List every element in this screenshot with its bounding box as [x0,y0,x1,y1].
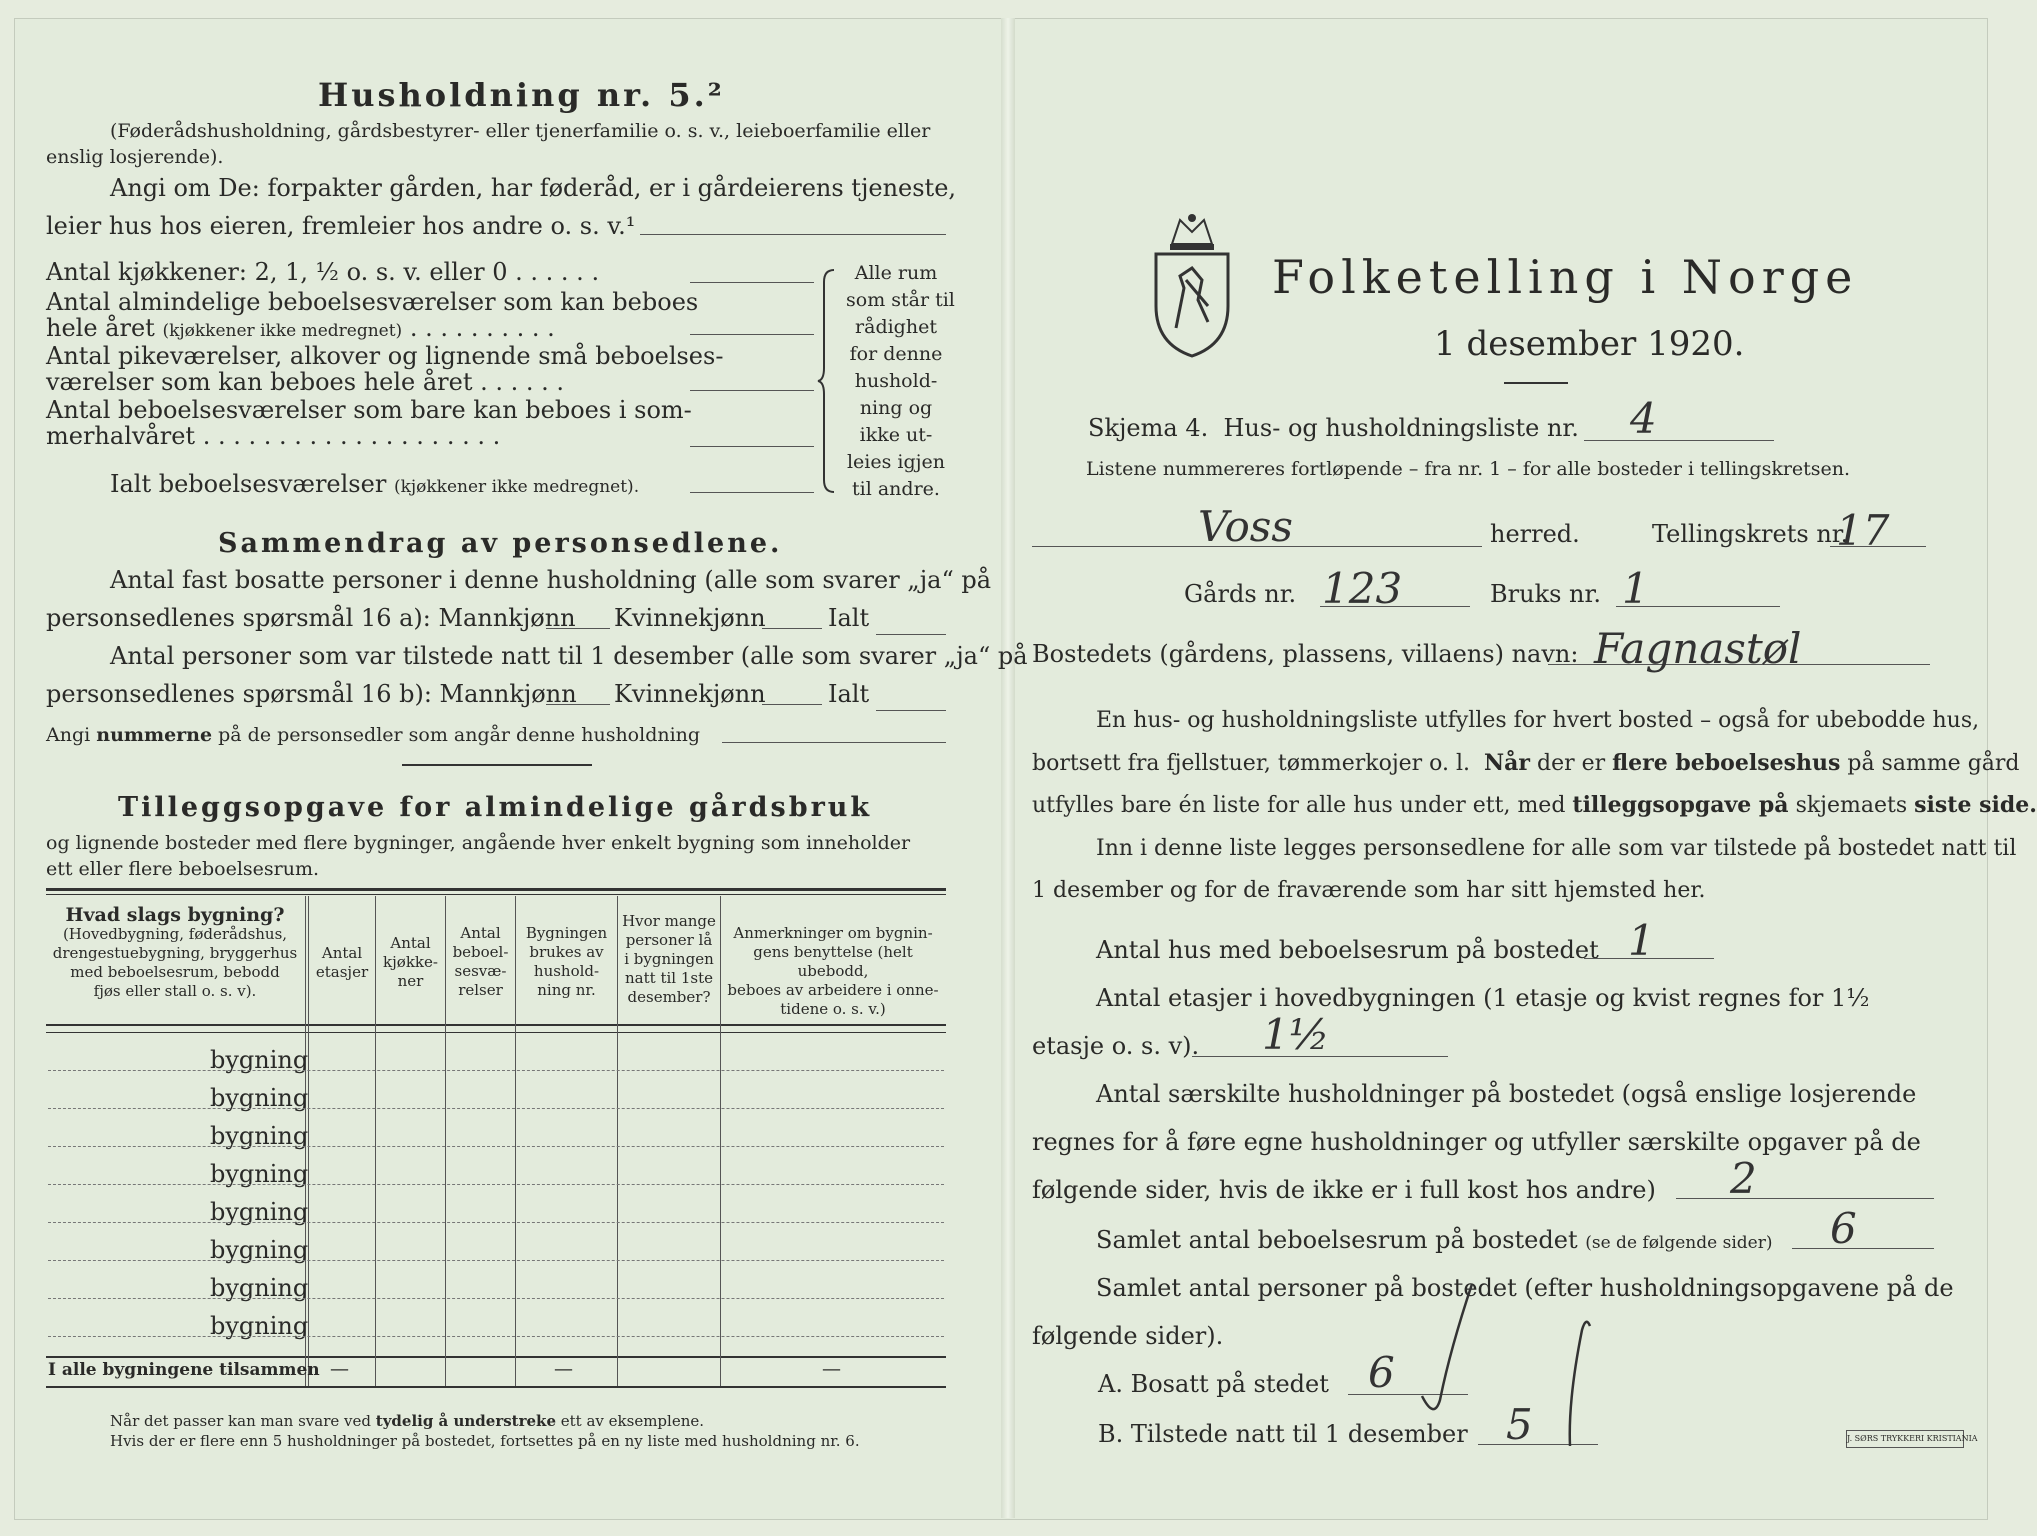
samlet-rum-field[interactable] [1792,1248,1934,1249]
row-line[interactable] [48,1146,944,1147]
tillegg-line1: og lignende bosteder med flere bygninger, angående hver enkelt bygning som inneholder [46,832,911,854]
total-rooms-answer[interactable] [690,492,814,493]
total-etasjer-dash: — [330,1358,349,1380]
summary-p1-line1: Antal fast bosatte personer i denne husholdning (alle som svarer „ja“ på [110,566,992,594]
title-divider [1504,382,1568,384]
info2-line1: Inn i denne liste legges personsedlene for alle som var tilstede på bostedet natt til [1096,836,2017,861]
angi-line1: Angi om De: forpakter gården, har føderåd, er i gårdeierens tjeneste, [110,174,957,202]
listene-note: Listene nummereres fortløpende – fra nr. 1 – for alle bosteder i tellingskretsen. [1086,458,1851,480]
table-row: bygning [210,1274,309,1302]
husholdninger-line2: regnes for å føre egne husholdninger og utfyller særskilte opgaver på de [1032,1128,1921,1156]
row-line[interactable] [48,1070,944,1071]
household-note-line1: (Føderådshusholdning, gårdsbestyrer- eller tjenerfamilie o. s. v., leieboerfamilie eller [110,120,931,142]
table-row: bygning [210,1312,309,1340]
summary-p1-line2-a: personsedlenes spørsmål 16 a): Mannkjønn [46,604,576,632]
bruks-label: Bruks nr. [1490,580,1601,608]
household-title: Husholdning nr. 5.² [318,76,725,114]
table-header-rule [46,1024,946,1026]
angi-nummer-label: Angi nummerne på de personsedler som angår denne husholdning [46,724,701,746]
table-top-rule [46,888,946,891]
row-line[interactable] [48,1298,944,1299]
table-bottom-rule [46,1386,946,1388]
gards-value: 123 [1322,564,1403,613]
maid-rooms-line1: Antal pikeværelser, alkover og lignende små beboelses- [46,342,724,370]
angi-line2: leier hus hos eieren, fremleier hos andre o. s. v.¹ [46,212,636,240]
table-header-rule-thin [46,1032,946,1033]
bosted-label: Bostedets (gårdens, plassens, villaens) navn: [1032,640,1579,668]
husholdninger-value: 2 [1730,1154,1757,1203]
census-title: Folketelling i Norge [1272,250,1859,304]
summary-p2-line1: Antal personer som var tilstede natt til 1 desember (alle som svarer „ja“ på [110,642,1028,670]
info2-line2: 1 desember og for de fraværende som har sitt hjemsted her. [1032,878,1706,903]
kitchens-label: Antal kjøkkener: 2, 1, ½ o. s. v. eller 0 . . . . . . [46,258,600,286]
col-divider [515,896,516,1386]
husholdninger-line3: følgende sider, hvis de ikke er i full kost hos andre) [1032,1176,1656,1204]
p2-mann-field[interactable] [546,704,610,705]
household-note-line2: enslig losjerende). [46,146,224,168]
p2-ialt-field[interactable] [876,710,946,711]
col-head-brukes: Bygningen brukes av hushold- ning nr. [525,924,608,999]
col-head-personer: Hvor mange personer lå i bygningen natt til 1ste desember? [622,912,716,1006]
col-divider [445,896,446,1386]
bosatt-label: A. Bosatt på stedet [1098,1370,1329,1398]
total-brukes-dash: — [554,1358,573,1380]
etasjer-line1: Antal etasjer i hovedbygningen (1 etasje og kvist regnes for 1½ [1096,984,1870,1012]
table-row: bygning [210,1160,309,1188]
krets-value: 17 [1836,506,1890,555]
table-row: bygning [210,1198,309,1226]
skjema-field[interactable] [1584,440,1774,441]
handwritten-checkmarks [1420,1280,1600,1460]
summer-rooms-line1: Antal beboelsesværelser som bare kan beboes i som- [46,396,692,424]
section-divider [402,764,592,766]
samlet-rum-value: 6 [1830,1204,1857,1253]
table-row: bygning [210,1084,309,1112]
info1-line2: bortsett fra fjellstuer, tømmerkojer o. l. Når der er flere beboelseshus på samme gård [1032,750,2020,776]
tillegg-line2: ett eller flere beboelsesrum. [46,858,320,880]
census-date: 1 desember 1920. [1434,324,1745,364]
skjema-label: Skjema 4. Hus- og husholdningsliste nr. [1088,414,1579,442]
summer-rooms-line2: merhalvåret . . . . . . . . . . . . . . . . . . . . [46,422,501,450]
col-head-kjokkener: Antal kjøkke- ner [383,934,438,990]
p1-kvinne-field[interactable] [762,628,822,629]
brace-note: Alle rum som står til rådighet for denne hushold- ning og ikke ut- leies igjen til andre. [846,262,955,500]
p2-kvinne-field[interactable] [762,704,822,705]
p1-ialt-field[interactable] [876,634,946,635]
col-head-beboelse: Antal beboel- sesvæ- relser [452,924,509,999]
row-line[interactable] [48,1336,944,1337]
row-line[interactable] [48,1108,944,1109]
page-fold [1001,18,1015,1518]
summary-p1-line2-c: Ialt [828,604,870,632]
etasjer-value: 1½ [1262,1010,1330,1059]
tillegg-title: Tilleggsopgave for almindelige gårdsbruk [118,792,873,823]
row-line[interactable] [48,1184,944,1185]
samlet-personer-line1: Samlet antal personer på bostedet (efter husholdningsopgavene på de [1096,1274,1954,1302]
printer-stamp: J. SØRS TRYKKERI KRISTIANIA [1846,1430,1964,1448]
table-row: bygning [210,1122,309,1150]
info1-line1: En hus- og husholdningsliste utfylles for hvert bosted – også for ubebodde hus, [1096,708,1980,733]
maid-rooms-line2: værelser som kan beboes hele året . . . . . . [46,368,565,396]
table-top-rule-thin [46,894,946,895]
samlet-rum-label: Samlet antal beboelsesrum på bostedet (se de følgende sider) [1096,1226,1773,1254]
row-line[interactable] [48,1222,944,1223]
samlet-personer-line2: følgende sider). [1032,1322,1224,1350]
herred-label: herred. [1490,520,1580,548]
ordinary-rooms-line2: hele året (kjøkkener ikke medregnet) . . . . . . . . . . [46,314,555,342]
summary-p2-line2-b: Kvinnekjønn [614,680,766,708]
total-anm-dash: — [822,1358,841,1380]
info1-line3: utfylles bare én liste for alle hus under ett, med tilleggsopgave på skjemaets siste side. [1032,792,2037,818]
gards-label: Gårds nr. [1184,580,1297,608]
ordinary-rooms-answer[interactable] [690,334,814,335]
maid-rooms-answer[interactable] [690,390,814,391]
angi-answer-line[interactable] [640,234,946,235]
p1-mann-field[interactable] [546,628,610,629]
summary-p2-line2-c: Ialt [828,680,870,708]
bosatt-value: 6 [1368,1348,1395,1397]
summary-p1-line2-b: Kvinnekjønn [614,604,766,632]
hus-label: Antal hus med beboelsesrum på bostedet [1096,936,1599,964]
col-head-building-type: Hvad slags bygning? (Hovedbygning, føderådshus, drengestuebygning, bryggerhus med beboelsesrum, bebodd fjøs eller stall o. s. v). [52,904,298,1000]
summer-rooms-answer[interactable] [690,446,814,447]
herred-value: Voss [1198,502,1293,551]
table-row: bygning [210,1236,309,1264]
ordinary-rooms-line1: Antal almindelige beboelsesværelser som kan beboes [46,288,699,316]
footnote-2: Hvis der er flere enn 5 husholdninger på bostedet, fortsettes på en ny liste med husholdning nr. 6. [110,1432,860,1450]
summary-title: Sammendrag av personsedlene. [218,528,783,559]
summary-p2-line2-a: personsedlenes spørsmål 16 b): Mannkjønn [46,680,577,708]
table-row: bygning [210,1046,309,1074]
table-total-rule [46,1356,946,1358]
footnote-1: Når det passer kan man svare ved tydelig å understreke ett av eksemplene. [110,1412,705,1430]
bruks-value: 1 [1622,564,1649,613]
brace-icon [818,268,842,494]
tilstede-label: B. Tilstede natt til 1 desember [1098,1420,1468,1448]
col-head-anmerkninger: Anmerkninger om bygnin- gens benyttelse (helt ubebodd, beboes av arbeidere i onne- tidene o. s. v.) [727,924,939,1018]
col-divider [720,896,721,1386]
tilstede-value: 5 [1506,1400,1533,1449]
etasjer-line2: etasje o. s. v). [1032,1032,1200,1060]
col-divider [617,896,618,1386]
husholdninger-field[interactable] [1676,1198,1934,1199]
table-total-label: I alle bygningene tilsammen [48,1360,320,1380]
bosted-value: Fagnastøl [1594,624,1802,673]
krets-label: Tellingskrets nr. [1652,520,1849,548]
husholdninger-line1: Antal særskilte husholdninger på bostedet (også enslige losjerende [1096,1080,1917,1108]
kitchens-answer[interactable] [690,282,814,283]
norway-coat-of-arms-icon [1150,210,1234,358]
col-divider [375,896,376,1386]
skjema-value: 4 [1630,394,1657,443]
total-rooms-label: Ialt beboelsesværelser (kjøkkener ikke medregnet). [110,470,640,498]
hus-value: 1 [1628,916,1655,965]
row-line[interactable] [48,1260,944,1261]
angi-nummer-field[interactable] [722,742,946,743]
col-head-etasjer: Antal etasjer [315,944,369,981]
